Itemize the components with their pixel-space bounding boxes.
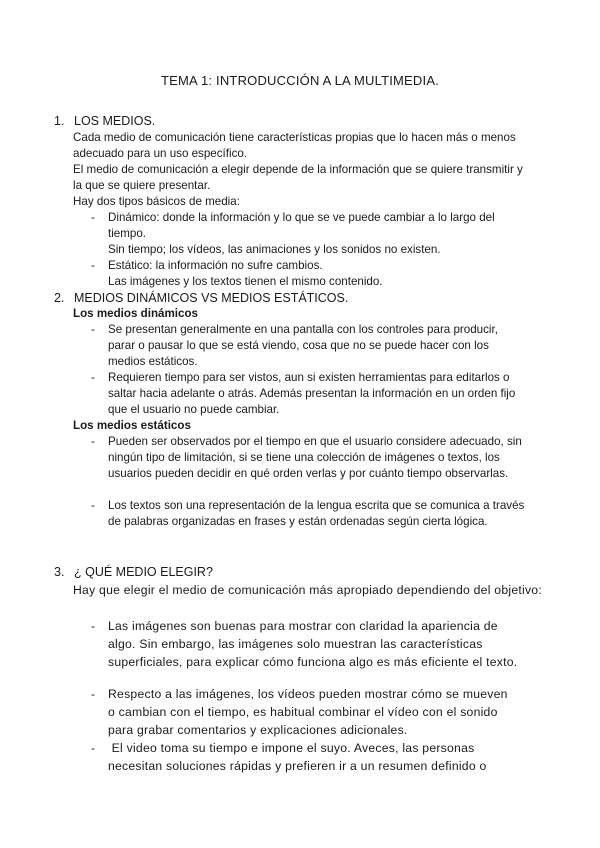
- section-title: ¿ QUÉ MEDIO ELEGIR?: [74, 565, 213, 579]
- bullet-dash: -: [91, 211, 95, 224]
- list-item: Las imágenes son buenas para mostrar con claridad la apariencia de algo. Sin embargo, las imágenes solo muestran las características superficiales, para explicar cómo funciona algo es más eficiente el texto.: [108, 619, 518, 670]
- section-3-heading: [54, 565, 213, 579]
- bullet-dash: -: [91, 741, 96, 755]
- subheading: Los medios estáticos: [73, 419, 191, 432]
- section-1-paragraph: Hay dos tipos básicos de media:: [73, 195, 240, 208]
- list-item: Se presentan generalmente en una pantalla con los controles para producir, parar o pausar lo que se está viendo, cosa que no se puede hacer con los medios estáticos.: [108, 323, 498, 368]
- list-item: Requieren tiempo para ser vistos, aun si existen herramientas para editarlos o saltar hacia adelante o atrás. Además presentan la información en un orden fijo que el usuario no puede cambiar.: [108, 371, 516, 416]
- list-item: Dinámico: donde la información y lo que se ve puede cambiar a lo largo del tiempo.: [108, 211, 495, 240]
- bullet-dash: -: [91, 435, 95, 448]
- list-item: Respecto a las imágenes, los vídeos pueden mostrar cómo se mueven o cambian con el tiempo, es habitual combinar el vídeo con el sonido para grabar comentarios y explicaciones adicionales.: [108, 687, 508, 738]
- subheading: Los medios dinámicos: [73, 307, 198, 320]
- list-item: Pueden ser observados por el tiempo en que el usuario considere adecuado, sin ningún tipo de limitación, si se tiene una colección de imágenes o textos, los usuarios pueden decidir en qué orden verlas y por cuánto tiempo observarlas.: [108, 435, 522, 480]
- section-number: 1.: [54, 114, 65, 128]
- section-1-heading: [54, 114, 155, 128]
- bullet-dash: -: [91, 323, 95, 336]
- section-1-paragraph: El medio de comunicación a elegir depende de la información que se quiere transmitir y la que se quiere presentar.: [73, 163, 523, 192]
- bullet-dash: -: [91, 499, 95, 512]
- bullet-dash: -: [91, 687, 96, 701]
- section-1-paragraph: Cada medio de comunicación tiene características propias que lo hacen más o menos adecuado para un uso específico.: [73, 131, 516, 160]
- bullet-dash: -: [91, 619, 96, 633]
- list-item-note: Las imágenes y los textos tienen el mismo contenido.: [108, 275, 383, 288]
- bullet-dash: -: [91, 371, 95, 384]
- section-number: 3.: [54, 565, 65, 579]
- section-title: LOS MEDIOS.: [74, 114, 156, 128]
- list-item-note: Sin tiempo; los vídeos, las animaciones y los sonidos no existen.: [108, 243, 441, 256]
- document-title: TEMA 1: INTRODUCCIÓN A LA MULTIMEDIA.: [160, 73, 440, 88]
- list-item: El video toma su tiempo e impone el suyo. Aveces, las personas necesitan soluciones rápidas y prefieren ir a un resumen definido o: [108, 741, 487, 774]
- section-title: MEDIOS DINÁMICOS VS MEDIOS ESTÁTICOS.: [74, 291, 349, 305]
- list-item: Los textos son una representación de la lengua escrita que se comunica a través de palabras organizadas en frases y están ordenadas según cierta lógica.: [108, 499, 525, 528]
- bullet-dash: -: [91, 259, 95, 272]
- section-2-heading: [54, 291, 348, 305]
- section-3-paragraph: Hay que elegir el medio de comunicación más apropiado dependiendo del objetivo:: [73, 583, 542, 597]
- list-item: Estático: la información no sufre cambios.: [108, 259, 323, 272]
- section-number: 2.: [54, 291, 65, 305]
